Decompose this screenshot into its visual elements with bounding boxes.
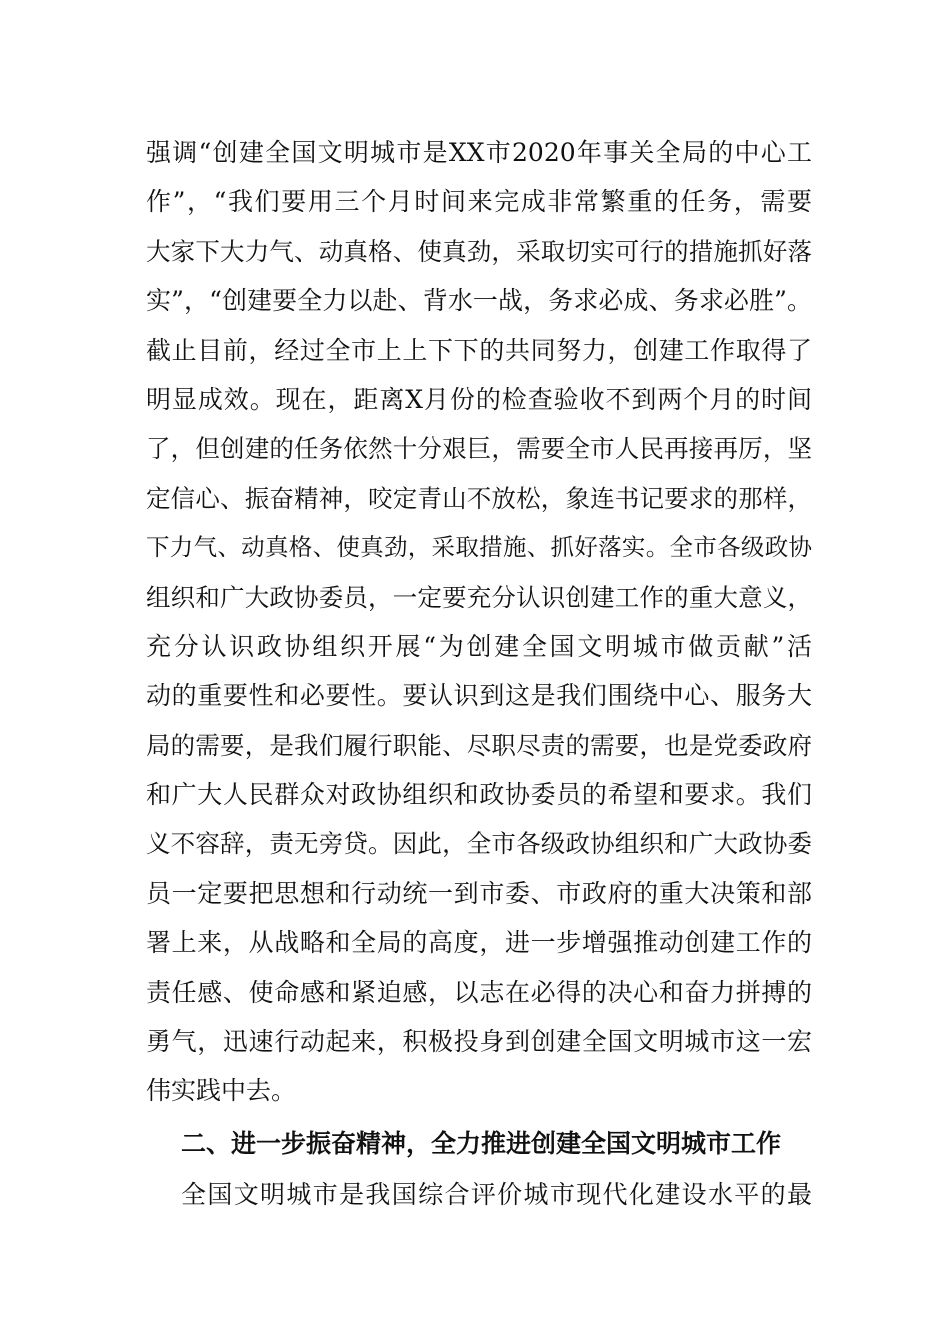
body-paragraph (146, 128, 812, 1116)
paragraph-line: 截止目前，经过全市上上下下的共同努力，创建工作取得了 (146, 335, 812, 365)
paragraph-line: 充分认识政协组织开展“为创建全国文明城市做贡献”活 (146, 631, 812, 661)
paragraph-line: 实”，“创建要全力以赴、背水一战，务求必成、务求必胜”。 (146, 286, 812, 316)
paragraph-line: 署上来，从战略和全局的高度，进一步增强推动创建工作的 (146, 928, 812, 958)
paragraph-line: 全国文明城市是我国综合评价城市现代化建设水平的最 (181, 1180, 812, 1209)
paragraph-line: 员一定要把思想和行动统一到市委、市政府的重大决策和部 (146, 878, 812, 908)
paragraph-line: 伟实践中去。 (146, 1076, 297, 1106)
next-paragraph (146, 1170, 812, 1219)
paragraph-line: 义不容辞，责无旁贷。因此，全市各级政协组织和广大政协委 (146, 829, 812, 859)
paragraph-line: 明显成效。现在，距离X月份的检查验收不到两个月的时间 (146, 384, 812, 414)
paragraph-line: 动的重要性和必要性。要认识到这是我们围绕中心、服务大 (146, 681, 812, 711)
paragraph-line: 责任感、使命感和紧迫感，以志在必得的决心和奋力拼搏的 (146, 977, 812, 1007)
section-heading: 二、进一步振奋精神，全力推进创建全国文明城市工作 (181, 1129, 782, 1158)
paragraph-line: 大家下大力气、动真格、使真劲，采取切实可行的措施抓好落 (146, 236, 812, 266)
paragraph-line: 局的需要，是我们履行职能、尽职尽责的需要，也是党委政府 (146, 730, 812, 760)
paragraph-line: 组织和广大政协委员，一定要充分认识创建工作的重大意义， (146, 582, 812, 612)
paragraph-line: 定信心、振奋精神，咬定青山不放松，象连书记要求的那样， (146, 483, 812, 513)
paragraph-line: 强调“创建全国文明城市是XX市2020年事关全局的中心工 (146, 138, 812, 167)
paragraph-line: 勇气，迅速行动起来，积极投身到创建全国文明城市这一宏 (146, 1027, 812, 1057)
paragraph-line: 作”，“我们要用三个月时间来完成非常繁重的任务，需要 (146, 187, 812, 217)
paragraph-line: 了，但创建的任务依然十分艰巨，需要全市人民再接再厉，坚 (146, 434, 812, 464)
paragraph-line: 下力气、动真格、使真劲，采取措施、抓好落实。全市各级政协 (146, 533, 812, 562)
paragraph-line: 和广大人民群众对政协组织和政协委员的希望和要求。我们 (146, 780, 812, 810)
